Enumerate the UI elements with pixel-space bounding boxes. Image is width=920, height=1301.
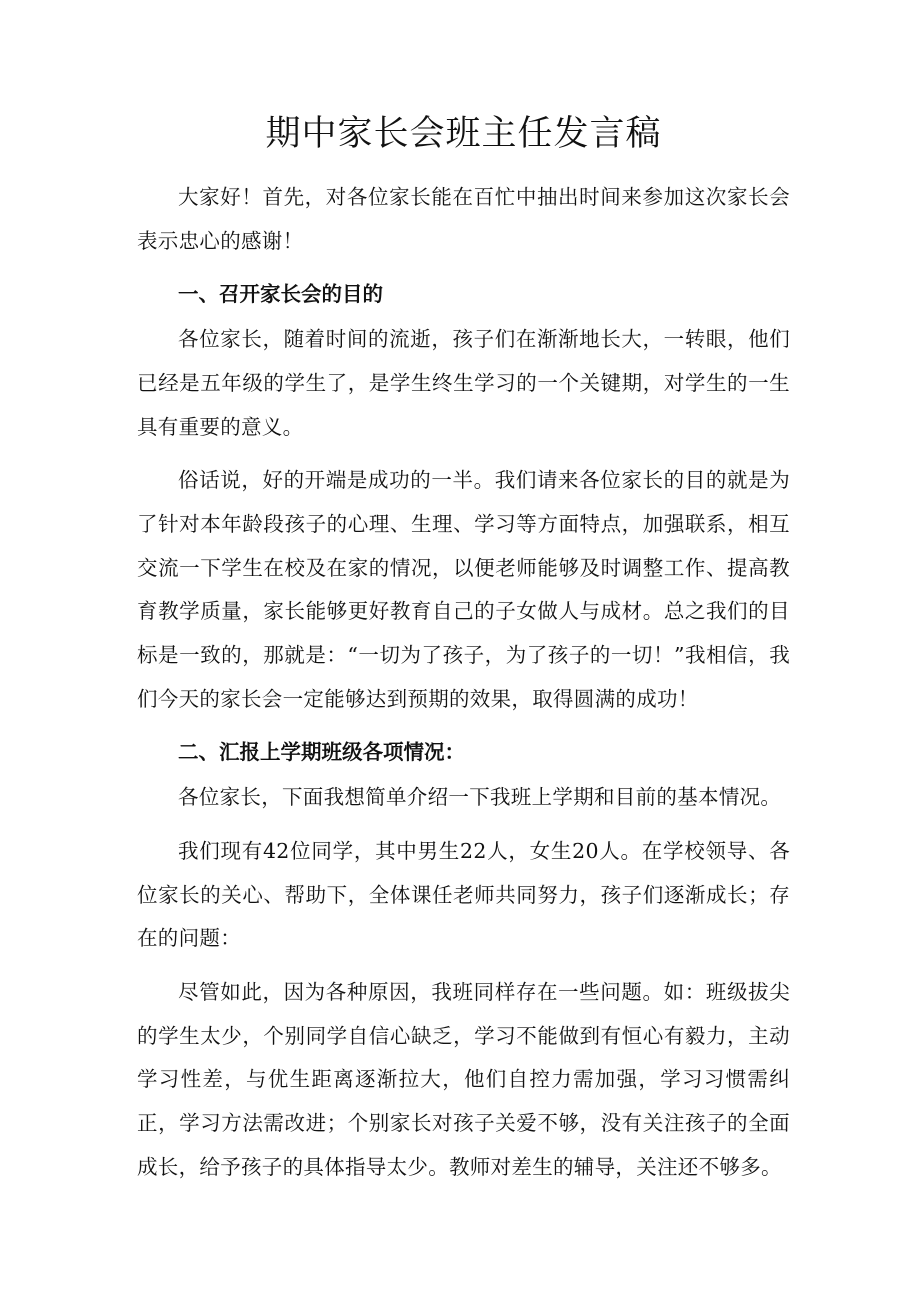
paragraph-class-stats: 我们现有42位同学，其中男生22人，女生20人。在学校领导、各位家长的关心、帮助下，全体课任老师共同努力，孩子们逐渐成长；存在的问题： — [137, 838, 790, 951]
section-heading-purpose: 一、召开家长会的目的 — [178, 282, 383, 307]
paragraph-problems: 尽管如此，因为各种原因，我班同样存在一些问题。如：班级拔尖的学生太少，个别同学自信心缺乏，学习不能做到有恒心有毅力，主动学习性差，与优生距离逐渐拉大，他们自控力需加强，学习习惯需纠正，学习方法需改进；个别家长对孩子关爱不够，没有关注孩子的全面成长，给予孩子的具体指导太少。教师对差生的辅导，关注还不够多。 — [137, 979, 790, 1179]
paragraph-growth: 各位家长，随着时间的流逝，孩子们在渐渐地长大，一转眼，他们已经是五年级的学生了，是学生终生学习的一个关键期，对学生的一生具有重要的意义。 — [137, 327, 790, 439]
paragraph-purpose-detail: 俗话说，好的开端是成功的一半。我们请来各位家长的目的就是为了针对本年龄段孩子的心理、生理、学习等方面特点，加强联系，相互交流一下学生在校及在家的情况，以便老师能够及时调整工作、提高教育教学质量，家长能够更好教育自己的子女做人与成材。总之我们的目标是一致的，那就是：“一切为了孩子，为了孩子的一切！”我相信，我们今天的家长会一定能够达到预期的效果，取得圆满的成功！ — [137, 468, 790, 711]
paragraph-intro-report: 各位家长，下面我想简单介绍一下我班上学期和目前的基本情况。 — [178, 785, 782, 810]
greeting-paragraph: 大家好！首先，对各位家长能在百忙中抽出时间来参加这次家长会表示忠心的感谢！ — [137, 185, 790, 253]
document-title: 期中家长会班主任发言稿 — [265, 114, 662, 154]
section-heading-report: 二、汇报上学期班级各项情况： — [178, 740, 465, 765]
